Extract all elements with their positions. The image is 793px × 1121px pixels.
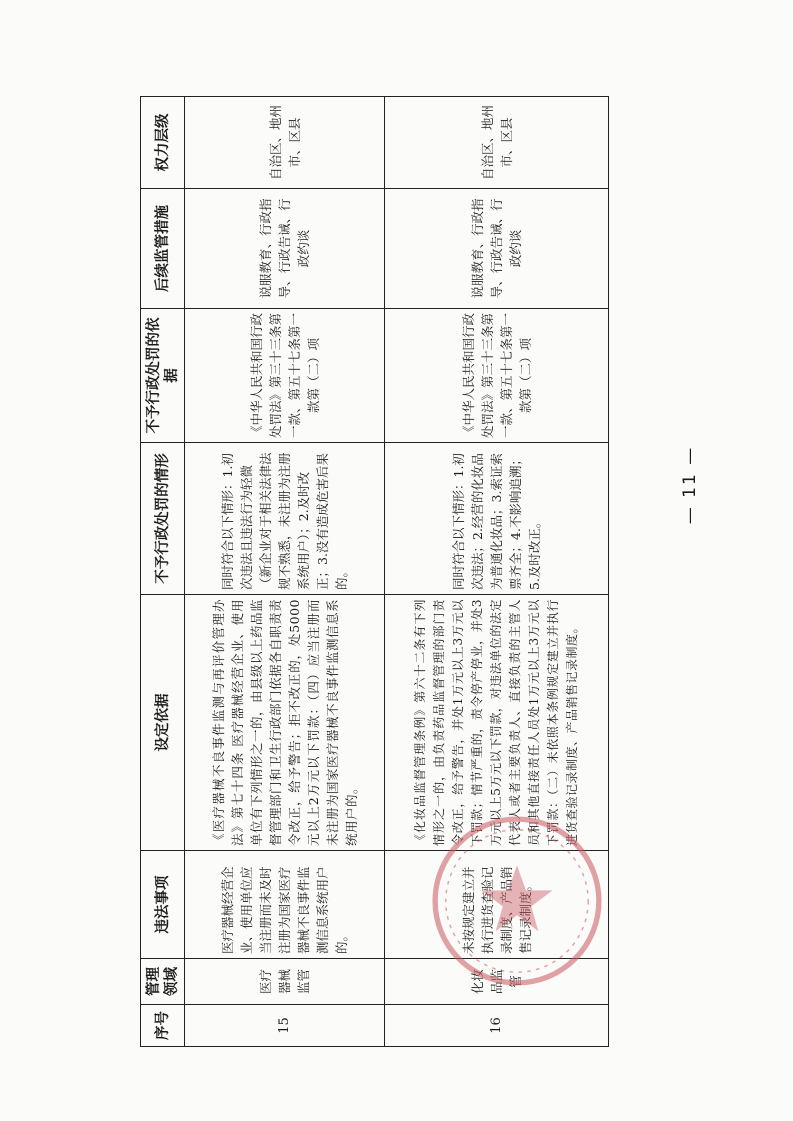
header-no-penalty-case: 不予行政处罚的情形: [141, 443, 185, 595]
row-followup: 说服教育、行政指导、行政告诫、行政约谈: [385, 189, 609, 309]
table-area: [140, 97, 608, 1047]
row-seq: 15: [185, 1005, 385, 1047]
row-no-penalty-case: 同时符合以下情形：1.初次违法且违法行为轻微（新企业对于相关法律法规不熟悉，未注册为注册系统用户）；2.及时改正；3.没有造成危害后果的。: [185, 443, 385, 595]
header-no-penalty-basis: 不予行政处罚的依据: [141, 309, 185, 443]
row-no-penalty-case: 同时符合以下情形：1.初次违法；2.经营的化妆品为普通化妆品；3.索证索票齐全；4.不影响追溯；5.及时改正。: [385, 443, 609, 595]
header-followup: 后续监管措施: [141, 189, 185, 309]
row-domain: 医疗器械监管: [185, 959, 385, 1005]
header-seq: 序号: [141, 1005, 185, 1047]
rotated-table-container: [140, 97, 608, 1047]
header-basis: 设定依据: [141, 595, 185, 851]
row-no-penalty-basis: 《中华人民共和国行政处罚法》第三十三条第一款、第五十七条第一款第（二）项: [185, 309, 385, 443]
row-basis: 《化妆品监督管理条例》第六十二条有下列情形之一的，由负责药品监督管理的部门责令改正，给予警告，并处1万元以上3万元以下罚款；情节严重的，责令停产停业，并处3万元以上5万元以下罚款，对违法单位的法定代表人或者主要负责人、直接负责的主管人员和其他直接责任人员处1万元以上3万元以下罚款：（二）未依照本条例规定建立并执行进货查验记录制度、产品销售记录制度。: [385, 595, 609, 851]
row-basis: 《医疗器械不良事件监测与再评价管理办法》第七十四条 医疗器械经营企业、使用单位有下列情形之一的，由县级以上药品监督管理部门和卫生行政部门依据各自职责责令改正，给予警告；拒不改正的，处5000元以上2万元以下罚款：（四）应当注册而未注册为国家医疗器械不良事件监测信息系统用户的。: [185, 595, 385, 851]
header-level: 权力层级: [141, 97, 185, 189]
row-domain: 化妆品监管: [385, 959, 609, 1005]
header-row: [141, 97, 185, 1047]
row-seq: 16: [385, 1005, 609, 1047]
row-violation: 未按规定建立并执行进货查验记录制度、产品销售记录制度。: [385, 851, 609, 959]
penalty-exemption-table: [140, 96, 609, 1047]
row-no-penalty-basis: 《中华人民共和国行政处罚法》第三十三条第一款、第五十七条第一款第（二）项: [385, 309, 609, 443]
row-followup: 说服教育、行政指导、行政告诫、行政约谈: [185, 189, 385, 309]
table-row: [385, 97, 609, 1047]
header-violation: 违法事项: [141, 851, 185, 959]
row-level: 自治区、地州市、区县: [385, 97, 609, 189]
page-number: — 11 —: [680, 445, 700, 525]
header-domain: 管理领域: [141, 959, 185, 1005]
table-row: [185, 97, 385, 1047]
row-level: 自治区、地州市、区县: [185, 97, 385, 189]
row-violation: 医疗器械经营企业、使用单位应当注册而未及时注册为国家医疗器械不良事件监测信息系统用户的。: [185, 851, 385, 959]
